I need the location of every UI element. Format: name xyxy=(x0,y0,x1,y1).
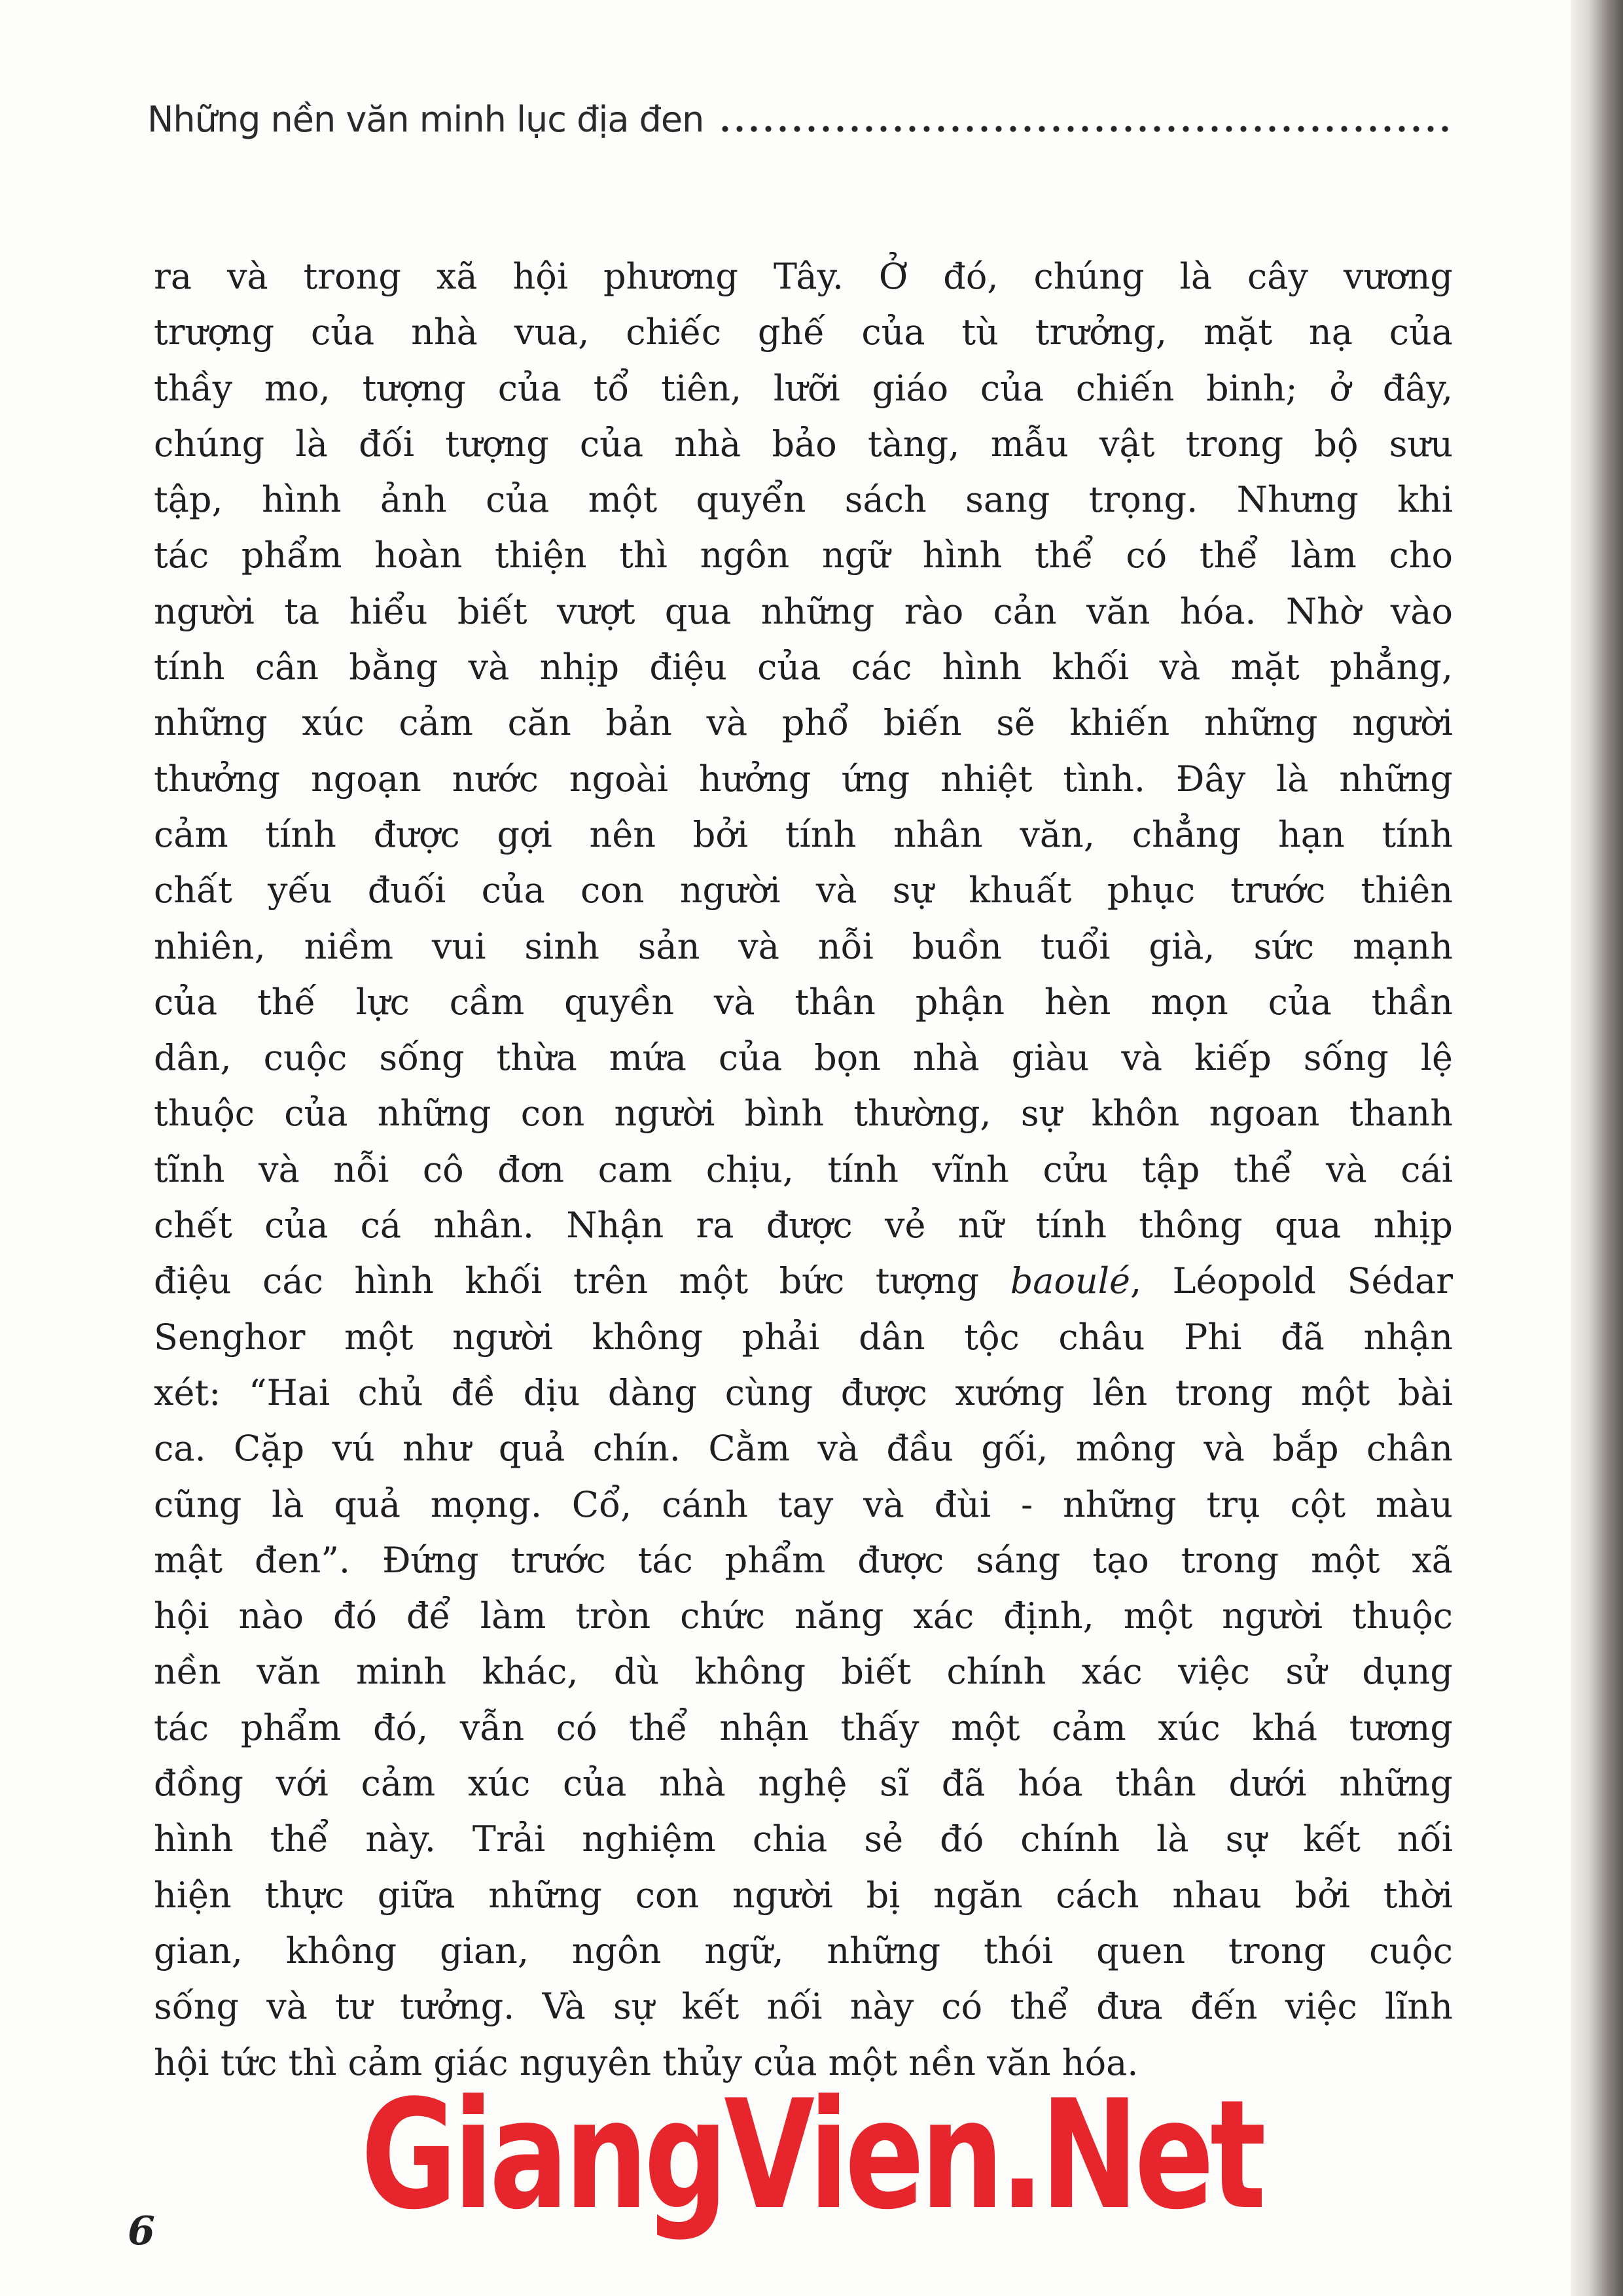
text-line: người ta hiểu biết vượt qua những rào cản văn hóa. Nhờ vào xyxy=(154,590,1453,632)
text-line: ra và trong xã hội phương Tây. Ở đó, chúng là cây vương xyxy=(154,256,1453,297)
book-spine-shadow xyxy=(1571,0,1623,2296)
text-line: Senghor một người không phải dân tộc châu Phi đã nhận xyxy=(154,1316,1453,1358)
text-line: dân, cuộc sống thừa mứa của bọn nhà giàu và kiếp sống lệ xyxy=(154,1037,1453,1079)
text-segment: , Léopold Sédar xyxy=(1130,1260,1453,1302)
text-line: nhiên, niềm vui sinh sản và nỗi buồn tuổi già, sức mạnh xyxy=(154,925,1453,967)
text-line: cũng là quả mọng. Cổ, cánh tay và đùi - những trụ cột màu xyxy=(154,1483,1453,1525)
text-line: thầy mo, tượng của tổ tiên, lưỡi giáo của chiến binh; ở đây, xyxy=(154,367,1453,409)
text-line: chất yếu đuối của con người và sự khuất phục trước thiên xyxy=(154,870,1453,911)
text-segment: điệu các hình khối trên một bức tượng xyxy=(154,1260,1010,1302)
body-paragraph xyxy=(154,249,1453,2091)
italic-term-baoule: baoulé xyxy=(1010,1260,1130,1302)
text-line-baoule xyxy=(154,1253,1453,1309)
text-line: hội nào đó để làm tròn chức năng xác định, một người thuộc xyxy=(154,1595,1453,1637)
text-line: xét: “Hai chủ đề dịu dàng cùng được xướng lên trong một bài xyxy=(154,1371,1453,1413)
text-line: chúng là đối tượng của nhà bảo tàng, mẫu vật trong bộ sưu xyxy=(154,423,1453,465)
text-line: đồng với cảm xúc của nhà nghệ sĩ đã hóa thân dưới những xyxy=(154,1763,1453,1805)
page-number: 6 xyxy=(128,2208,155,2254)
running-header xyxy=(147,85,1456,140)
text-line: gian, không gian, ngôn ngữ, những thói quen trong cuộc xyxy=(154,1930,1453,1971)
text-line: hình thể này. Trải nghiệm chia sẻ đó chính là sự kết nối xyxy=(154,1818,1453,1860)
text-line: ca. Cặp vú như quả chín. Cằm và đầu gối, mông và bắp chân xyxy=(154,1428,1453,1470)
text-line-last: hội tức thì cảm giác nguyên thủy của một nền văn hóa. xyxy=(154,2041,1139,2083)
watermark-logo: GiangVien.Net xyxy=(361,2068,1262,2243)
text-line: tĩnh và nỗi cô đơn cam chịu, tính vĩnh cửu tập thể và cái xyxy=(154,1148,1453,1190)
text-line: thưởng ngoạn nước ngoài hưởng ứng nhiệt tình. Đây là những xyxy=(154,758,1453,800)
text-line: trượng của nhà vua, chiếc ghế của tù trưởng, mặt nạ của xyxy=(154,311,1453,353)
text-line: của thế lực cầm quyền và thân phận hèn mọn của thần xyxy=(154,981,1453,1023)
header-dotted-leader xyxy=(718,126,1456,132)
text-line: tác phẩm hoàn thiện thì ngôn ngữ hình thể có thể làm cho xyxy=(154,535,1453,576)
text-line: tác phẩm đó, vẫn có thể nhận thấy một cảm xúc khá tương xyxy=(154,1706,1453,1748)
text-line: cảm tính được gợi nên bởi tính nhân văn, chẳng hạn tính xyxy=(154,813,1453,855)
text-line: thuộc của những con người bình thường, sự khôn ngoan thanh xyxy=(154,1093,1453,1135)
text-line: tập, hình ảnh của một quyển sách sang trọng. Nhưng khi xyxy=(154,479,1453,521)
text-line: nền văn minh khác, dù không biết chính xác việc sử dụng xyxy=(154,1651,1453,1693)
header-title: Những nền văn minh lục địa đen xyxy=(147,99,704,140)
text-line: những xúc cảm căn bản và phổ biến sẽ khiến những người xyxy=(154,702,1453,744)
text-line: mật đen”. Đứng trước tác phẩm được sáng tạo trong một xã xyxy=(154,1539,1453,1581)
text-line: chết của cá nhân. Nhận ra được vẻ nữ tính thông qua nhịp xyxy=(154,1205,1453,1246)
text-line: tính cân bằng và nhịp điệu của các hình khối và mặt phẳng, xyxy=(154,646,1453,688)
text-line: hiện thực giữa những con người bị ngăn cách nhau bởi thời xyxy=(154,1874,1453,1916)
text-line: sống và tư tưởng. Và sự kết nối này có thể đưa đến việc lĩnh xyxy=(154,1986,1453,2028)
